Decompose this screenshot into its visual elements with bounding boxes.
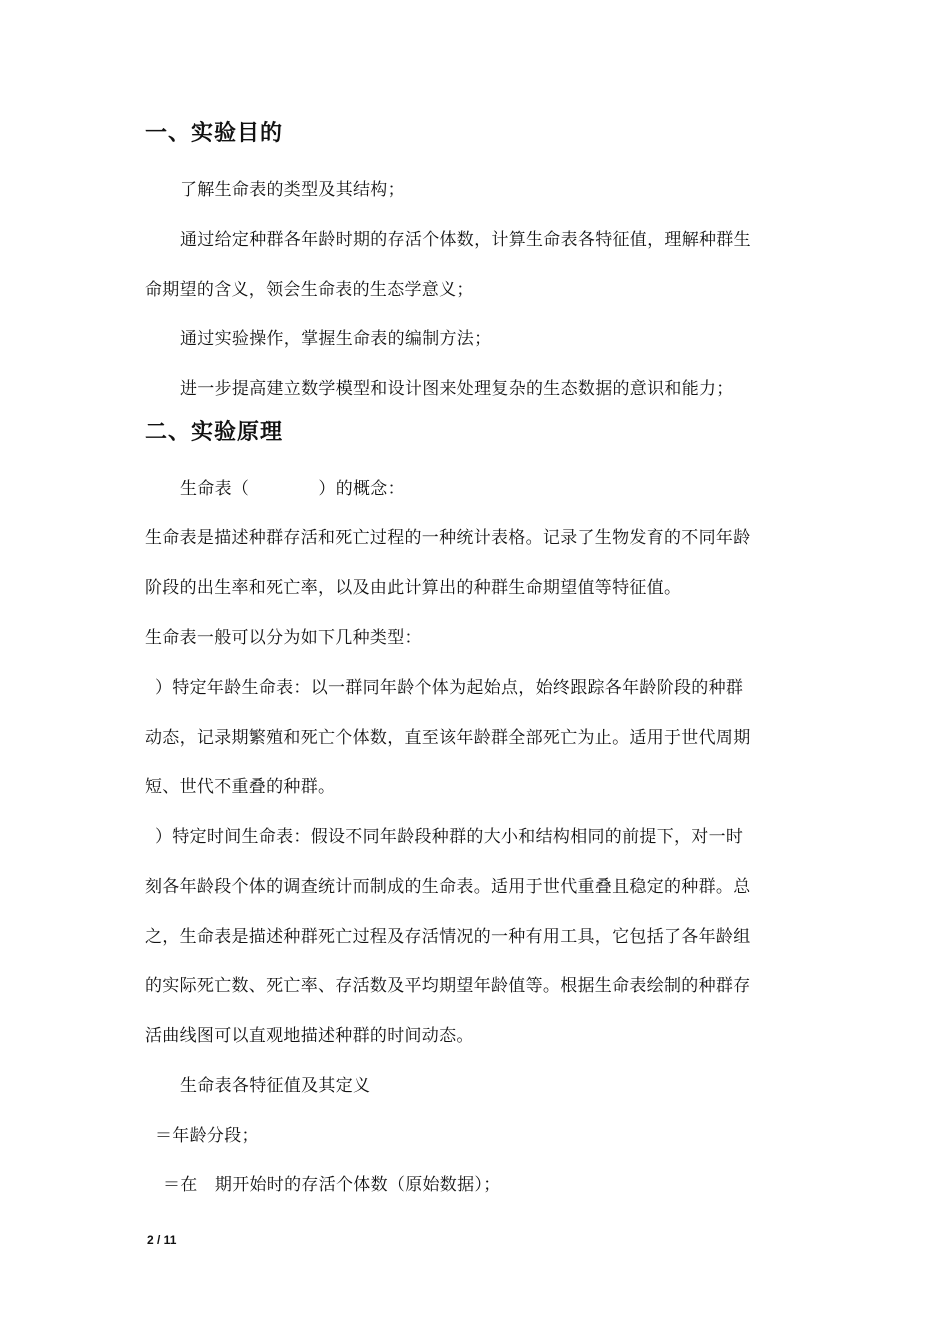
objective-item-3: 通过实验操作，掌握生命表的编制方法； [180,329,492,349]
type2-line-3: 之，生命表是描述种群死亡过程及存活情况的一种有用工具，它包括了各年龄组 [145,927,751,947]
types-intro: 生命表一般可以分为如下几种类型： [145,628,422,648]
type2-line-4: 的实际死亡数、死亡率、存活数及平均期望年龄值等。根据生命表绘制的种群存 [145,976,751,996]
type1-line-2: 动态，记录期繁殖和死亡个体数，直至该年龄群全部死亡为止。适用于世代周期 [145,728,751,748]
type2-line-2: 刻各年龄段个体的调查统计而制成的生命表。适用于世代重叠且稳定的种群。总 [145,877,751,897]
concept-label: 生命表（ ）的概念： [180,479,405,499]
definition-line-1: 生命表是描述种群存活和死亡过程的一种统计表格。记录了生物发育的不同年龄 [145,528,751,548]
objective-item-4: 进一步提高建立数学模型和设计图来处理复杂的生态数据的意识和能力； [180,379,734,399]
definition-x: ＝年龄分段； [155,1126,259,1146]
type1-line-1: ）特定年龄生命表：以一群同年龄个体为起始点，始终跟踪各年龄阶段的种群 [155,678,744,698]
objective-item-2-line-2: 命期望的含义，领会生命表的生态学意义； [145,280,474,300]
objective-item-2-line-1: 通过给定种群各年龄时期的存活个体数，计算生命表各特征值，理解种群生 [180,230,751,250]
page-number: 2 / 11 [147,1233,177,1247]
definition-line-2: 阶段的出生率和死亡率，以及由此计算出的种群生命期望值等特征值。 [145,578,682,598]
objective-item-1: 了解生命表的类型及其结构； [180,180,405,200]
type1-line-3: 短、世代不重叠的种群。 [145,777,336,797]
section-1-heading: 一、实验目的 [145,121,284,146]
features-title: 生命表各特征值及其定义 [180,1076,371,1096]
definition-nx: ＝在 期开始时的存活个体数（原始数据）； [163,1175,501,1195]
section-2-heading: 二、实验原理 [145,420,284,445]
type2-line-1: ）特定时间生命表：假设不同年龄段种群的大小和结构相同的前提下，对一时 [155,827,744,847]
type2-line-5: 活曲线图可以直观地描述种群的时间动态。 [145,1026,474,1046]
